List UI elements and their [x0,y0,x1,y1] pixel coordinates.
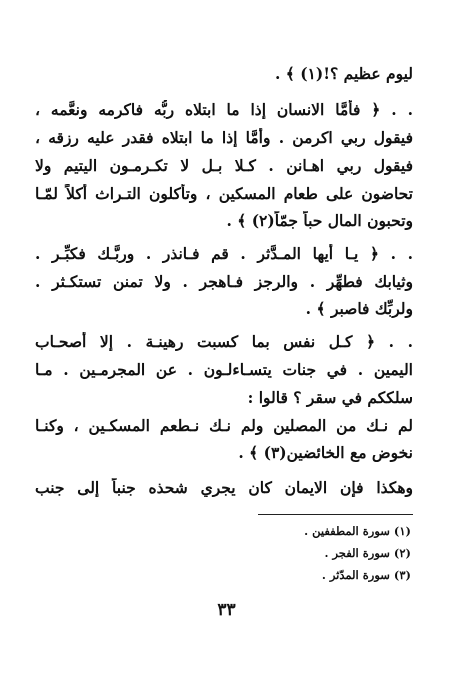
text-line-3: فيقول ربي اكرمن . وأمَّا إذا ما ابتلاه فقدر عليه رزقه ، [35,128,413,147]
text-line-2: . . ﴿ فأمَّا الانسان إذا ما ابتلاه ربُّه فاكرمه ونعَّمه ، [35,100,413,119]
text-line-8: وثيابك فطهِّر . والرجز فـاهجر . ولا تمنن تستكـثر . [35,272,413,291]
page-number: ٣٣ [217,600,236,620]
footnote-2: (٢) سورة الفجر . [324,546,411,560]
footnote-1: (١) سورة المطففين . [304,524,411,538]
text-line-4: فيقول ربي اهـانن . كـلا بـل لا تكـرمـون اليتيم ولا [35,156,413,175]
text-line-13: لم نـك من المصلين ولم نـك نـطعم المسكـين ، وكنـا [35,416,413,435]
text-line-1: ليوم عظيم ؟!(١) ﴾ . [274,64,413,83]
text-line-12: سلككم في سقر ؟ قالوا : [247,388,413,407]
text-line-10: . . ﴿ كـل نفس بما كسبت رهينـة . إلا أصحـاب [35,332,413,351]
text-line-7: . . ﴿ يـا أيها المـدَّثر . قم فـانذر . وربَّـك فكبِّـر . [35,244,413,263]
footnote-separator [258,514,413,515]
text-line-14: نخوض مع الخائضين(٣) ﴾ . [238,443,413,462]
text-line-6: وتحبون المال حباً جمّاً(٢) ﴾ . [226,211,413,230]
text-line-5: تحاضون على طعام المسكين ، وتأكلون التـراث أكلاً لمّـا [35,184,413,203]
text-line-15: وهكذا فإن الايمان كان يجري شحذه جنباً إلى جنب [35,478,413,497]
text-line-11: اليمين . في جنات يتسـاءلـون . عن المجرمـين . مـا [35,360,413,379]
text-line-9: ولربِّك فاصبر ﴾ . [305,299,413,318]
footnote-3: (٣) سورة المدّثر . [321,568,411,582]
